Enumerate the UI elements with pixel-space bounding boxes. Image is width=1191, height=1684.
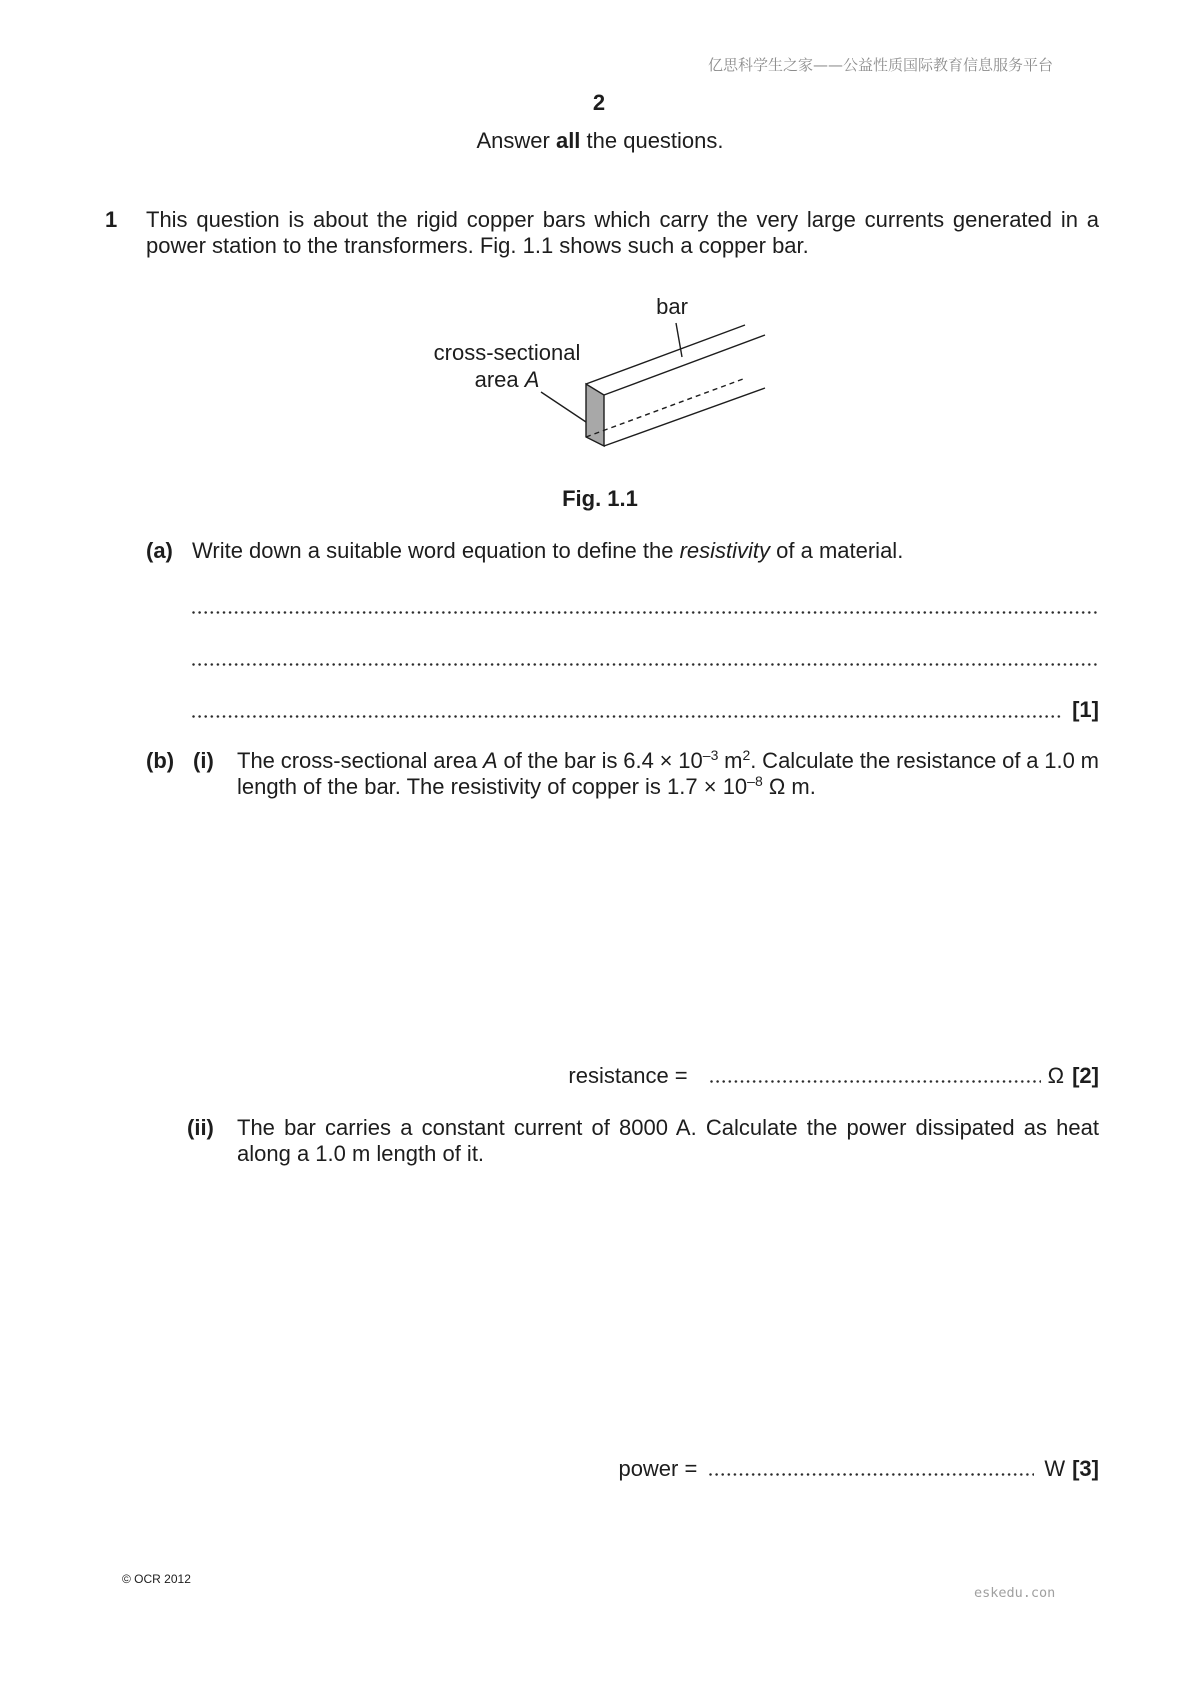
figure-label-area: [407, 339, 607, 393]
resistance-label: resistance =: [568, 1063, 688, 1088]
resistance-answer-row: [568, 1063, 1099, 1089]
power-answer-line: [709, 1473, 1034, 1476]
part-a-term: resistivity: [679, 538, 771, 563]
part-b-i-text: The cross-sectional area: [237, 748, 484, 773]
power-unit: W: [1044, 1456, 1066, 1481]
part-b-i-marks: [2]: [1072, 1063, 1099, 1088]
power-answer-row: [618, 1456, 1099, 1482]
resistance-unit: Ω: [1047, 1063, 1065, 1088]
instruction-prefix: Answer: [476, 128, 556, 153]
part-a-text-before: Write down a suitable word equation to define the: [192, 538, 680, 563]
power-label: power =: [618, 1456, 698, 1481]
area-exponent: –3: [702, 748, 719, 763]
part-b-i-text: length of the bar. The resistivity of copper is 1.7 × 10: [237, 774, 748, 799]
footer-watermark: eskedu.con: [974, 1585, 1056, 1601]
part-b-i-text: of the bar is 6.4 × 10: [497, 748, 703, 773]
instruction: [450, 128, 750, 154]
part-b-label: (b): [146, 748, 175, 773]
part-b-ii-line-1: The bar carries a constant current of 8000 A. Calculate the power dissipated as heat: [237, 1115, 1099, 1140]
part-a-label: (a): [146, 538, 173, 563]
bar-top-front-edge: [604, 335, 765, 395]
part-b-i-text: . Calculate the resistance of a 1.0 m: [750, 748, 1099, 773]
part-a-marks: [1]: [1072, 697, 1099, 722]
answer-line: [192, 715, 1062, 718]
answer-line: [192, 611, 1099, 614]
question-intro-line-2: power station to the transformers. Fig. 1.1 shows such a copper bar.: [146, 233, 809, 258]
part-b-i-label: (i): [193, 748, 214, 773]
bar-bottom-front-edge: [604, 388, 765, 446]
page-number: 2: [592, 90, 606, 115]
figure-label-area-line-2: [407, 366, 607, 393]
part-b-i-text: m: [718, 748, 743, 773]
figure-caption: Fig. 1.1: [562, 486, 638, 511]
part-b-ii-marks: [3]: [1072, 1456, 1099, 1481]
figure-label-area-line-1: cross-sectional: [433, 340, 581, 365]
unit-exponent: 2: [742, 748, 751, 763]
bar-top-back-edge: [586, 325, 745, 384]
instruction-suffix: the questions.: [580, 128, 724, 153]
question-intro-line-1: This question is about the rigid copper bars which carry the very large currents generated in a: [146, 207, 1099, 232]
part-b-i-text: Ω m.: [762, 774, 816, 799]
area-label-pointer: [541, 392, 586, 422]
figure-label-area-word: area: [474, 367, 525, 392]
header-watermark: 亿思科学生之家——公益性质国际教育信息服务平台: [707, 56, 1053, 74]
figure-label-area-symbol: A: [524, 367, 540, 392]
question-number: 1: [105, 207, 118, 232]
resistance-answer-line: [710, 1080, 1041, 1083]
resistivity-exponent: –8: [747, 773, 763, 789]
figure-label-bar: bar: [656, 294, 688, 319]
part-b-ii-label: (ii): [187, 1115, 214, 1140]
instruction-emphasis: all: [555, 128, 581, 153]
part-a-text-after: of a material.: [770, 538, 904, 563]
part-b-ii-line-2: along a 1.0 m length of it.: [237, 1141, 485, 1166]
bar-label-pointer: [676, 323, 682, 357]
part-b-i-line-1: [237, 748, 1099, 774]
bar-hidden-edge: [586, 379, 743, 437]
answer-line: [192, 663, 1099, 666]
area-symbol: A: [483, 748, 498, 773]
part-a-question: [192, 538, 903, 564]
copyright-notice: © OCR 2012: [122, 1572, 191, 1586]
part-b-i-line-2: [237, 774, 816, 800]
